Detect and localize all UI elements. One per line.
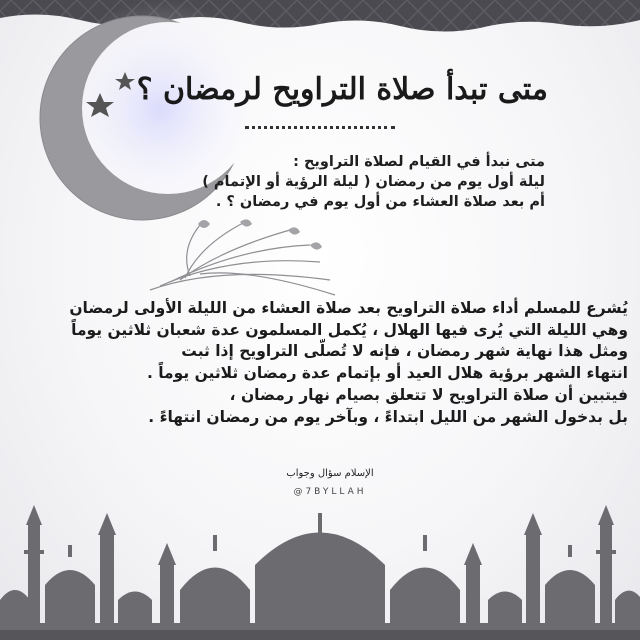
question-line: ليلة أول يوم من رمضان ( ليلة الرؤية أو الإتمام ): [202, 174, 545, 190]
answer-block: [12, 298, 628, 428]
question-line: أم بعد صلاة العشاء من أول يوم في رمضان ؟ .: [215, 194, 545, 210]
author-handle: @7BYLLAH: [293, 487, 367, 497]
answer-line: بل بدخول الشهر من الليل ابتداءً ، وبآخر يوم من رمضان انتهاءً .: [148, 407, 628, 426]
answer-line: فيتبين أن صلاة التراويح لا تتعلق بصيام نهار رمضان ،: [229, 385, 628, 404]
question-block: [185, 153, 545, 213]
page-title: متى تبدأ صلاة التراويح لرمضان ؟: [136, 72, 548, 107]
answer-line: ومثل هذا نهاية شهر رمضان ، فإنه لا تُصلّى التراويح إذا ثبت: [181, 342, 628, 361]
answer-line: يُشرع للمسلم أداء صلاة التراويح بعد صلاة العشاء من الليلة الأولى لرمضان: [69, 299, 628, 317]
floral-ornament: [140, 210, 340, 300]
question-line: متى نبدأ في القيام لصلاة التراويح :: [293, 154, 545, 170]
dotted-divider: [245, 126, 395, 129]
answer-line: وهي الليلة التي يُرى فيها الهلال ، يُكمل المسلمون عدة شعبان ثلاثين يوماً: [71, 320, 628, 339]
mosque-skyline: [0, 505, 640, 640]
source-credit: الإسلام سؤال وجواب: [286, 468, 374, 479]
answer-line: انتهاء الشهر برؤية هلال العيد أو بإتمام عدة رمضان ثلاثين يوماً .: [146, 364, 628, 383]
